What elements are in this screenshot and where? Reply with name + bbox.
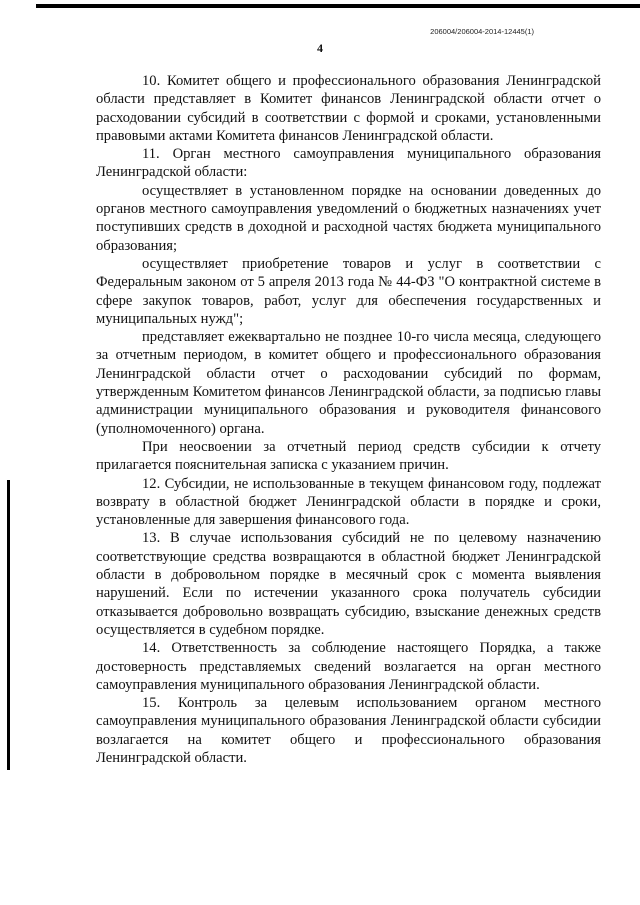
paragraph-11-item-2: осуществляет приобретение товаров и услуг в соответствии с Федеральным законом от 5 апреля 2013 года № 44-ФЗ "О контрактной системе в сфере закупок товаров, работ, услуг для обеспечения государственных и муниципальных нужд";: [96, 255, 601, 327]
paragraph-13: 13. В случае использования субсидий не по целевому назначению соответствующие средства возвращаются в областной бюджет Ленинградской области в добровольном порядке в месячный срок с момента выявления нарушений. Если по истечении указанного срока получатель субсидии отказывается добровольно возвращать субсидию, взыскание денежных средств осуществляется в судебном порядке.: [96, 530, 601, 638]
paragraph-15: 15. Контроль за целевым использованием органом местного самоуправления муниципального образования Ленинградской области субсидии возлагается на комитет общего и профессионального образования Ленинградской области.: [96, 695, 601, 766]
margin-scan-mark: [7, 480, 10, 770]
document-body: [96, 72, 601, 767]
paragraph-14: 14. Ответственность за соблюдение настоящего Порядка, а также достоверность представляемых сведений возлагается на орган местного самоуправления муниципального образования Ленинградской области.: [96, 640, 601, 693]
paragraph-11-item-3: представляет ежеквартально не позднее 10-го числа месяца, следующего за отчетным периодом, в комитет общего и профессионального образования Ленинградской области отчет о расходовании субсидий по формам, утвержденным Комитетом финансов Ленинградской области, за подписью главы администрации муниципального образования и руководителя финансового (уполномоченного) органа.: [96, 329, 601, 437]
top-border-line: [36, 0, 640, 8]
paragraph-11-item-1: осуществляет в установленном порядке на основании доведенных до органов местного самоуправления уведомлений о бюджетных назначениях учет поступивших средств в доходной и расходной частях бюджета муниципального образования;: [96, 182, 601, 254]
document-id: 206004/206004-2014-12445(1): [430, 27, 534, 36]
paragraph-11-note: При неосвоении за отчетный период средств субсидии к отчету прилагается пояснительная записка с указанием причин.: [96, 438, 601, 474]
paragraph-10: 10. Комитет общего и профессионального образования Ленинградской области представляет в Комитет финансов Ленинградской области отчет о расходовании субсидий в соответствии с формой и сроками, установленными правовыми актами Комитета финансов Ленинградской области.: [96, 73, 601, 144]
page-number: 4: [317, 41, 323, 55]
paragraph-11: 11. Орган местного самоуправления муниципального образования Ленинградской области:: [96, 146, 601, 181]
paragraph-12: 12. Субсидии, не использованные в текущем финансовом году, подлежат возврату в областной бюджет Ленинградской области в порядке и сроки, установленные для завершения финансового года.: [96, 475, 601, 529]
